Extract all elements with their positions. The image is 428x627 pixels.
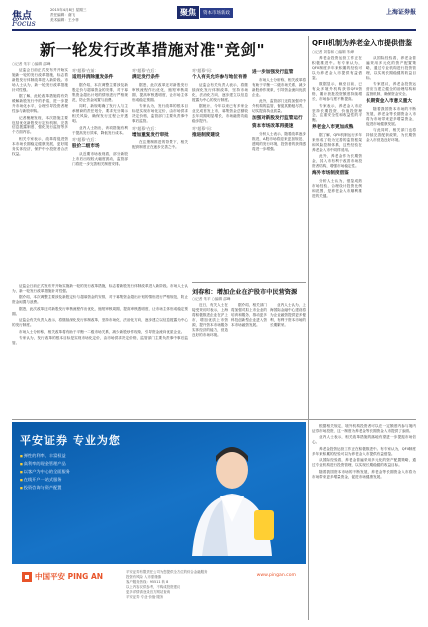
page-header — [12, 4, 416, 28]
ad-fineprint — [126, 570, 246, 600]
paragraph: 据了解，QFII机制运行多年来形成了较为完善的监管框架和风险控制体系，这些经验在养老金入市中同样适用。 — [312, 133, 362, 152]
paragraph: 此外，养老金作为长期资金，其入市有利于改善市场投资者结构，增强市场稳定性。 — [312, 154, 362, 169]
subhead-kicker: 对"超募"在后： — [132, 68, 159, 73]
paragraph: 数据显示，截至目前，已有众多境外机构获得QFII资格，累计获批投资额度持续增长，市场参与度不断提高。 — [312, 82, 362, 102]
paragraph: 从近期市场表现看，部分新股上市后出现较大幅度波动，监管部门将进一步完善相关制度安排。 — [72, 151, 128, 166]
ad-person-illustration — [162, 436, 290, 556]
article-continuation — [12, 284, 188, 416]
paragraph: 分析人士认为，借鉴成熟市场经验，合理设计投资比例和范围，是养老金入市顺利推进的关键。 — [312, 178, 362, 198]
designer-line: 美术编辑：王小菲 — [50, 17, 79, 22]
paragraph: 据悉，此次改革还对新股发行审核流程作出优化，缩短审核周期，提高审核透明度，让市场主体形成稳定预期。 — [132, 82, 188, 102]
paragraph: 养老金投资运营工作正在积极推进中。有专家认为，QFII制度多年来积累的经验可以为养老金入市提供有益借鉴。 — [312, 446, 416, 456]
ad-fineprint-line: 客户服务热线：95511 转 8 — [126, 579, 169, 584]
ad-title: 平安证券 专业为您 — [20, 434, 121, 447]
ad-logo — [22, 571, 103, 582]
ad-banner[interactable] — [12, 422, 306, 618]
right-byline: ○记者 刘春和 ○编辑 朱峰 — [312, 50, 355, 54]
ad-feature: ■ 投资咨询与资产配置 — [20, 484, 70, 492]
header-rule — [12, 29, 416, 31]
ad-feature: ■ 弹性的利率、丰富权益 — [20, 452, 70, 460]
section-banner — [177, 6, 233, 19]
subhead: 个人有关允许参与地位有善 — [192, 75, 248, 81]
ad-divider — [12, 419, 416, 420]
paragraph: 据介绍，本次调整主要涉及新股定价与超募资金的安排，对于募集资金超出计划的情形进行严格规范，防止资金闲置与浪费。 — [12, 295, 188, 305]
paragraph: 专家表示，养老金入市应坚持长期投资、价值投资理念，注重安全性和收益性的平衡。 — [312, 103, 362, 123]
paragraph: 随着我国资本市场的不断发展，养老金等长期资金入市将为市场带来更多增量资金，促进市场健康发展。 — [366, 106, 416, 126]
subhead: 长期资金入市意义重大 — [366, 99, 412, 105]
subhead: 养老金入市更加成熟 — [312, 125, 354, 131]
paragraph: 市场人士分析称，相关改革将有助于平衡一二级市场关系，减少新股炒作现象，引导资金流向优质企业。 — [252, 77, 306, 97]
editor-line: 责任编辑：谢飞 — [50, 12, 76, 17]
subhead-kicker: 对"超募"在前： — [72, 68, 99, 73]
banner-sub: 资本市场新政 — [200, 8, 233, 18]
main-byline: ○记者 朱宇 ○编辑 邵峰 — [12, 62, 51, 66]
subhead: 满足发行条件 — [132, 75, 160, 81]
paragraph: 证监会有关负责人表示，将继续深化发行体制改革，坚持市场化、法治化方向，逐步建立以信息披露为中心的发行制度。 — [192, 82, 248, 102]
paragraph: 证监会日前正式发布并开始实施新一轮的发行改革措施，标志着新股发行体制改革进入新阶段。市场人士认为，新一轮发行改革措施针对性强。 — [12, 68, 68, 92]
paragraph: 证监会有关负责人表示，将继续深化发行体制改革，坚持市场化、法治化方向，逐步建立以信息披露为中心的发行制度。 — [12, 318, 188, 328]
ad-feature: ■ 在线开户一站式服务 — [20, 476, 70, 484]
subhead-kicker: 对"超募"问： — [192, 68, 215, 73]
paragraph: 近日，有关人士在接受采访时表示，上海将积极推进企业在沪上市，增加优质上市资源，提升资本市场服务实体经济的能力，营造良好的市场环境。 — [192, 303, 228, 337]
issue-meta — [50, 8, 120, 23]
subhead-kicker: 对"超募"在后： — [72, 136, 99, 142]
ad-feature-list — [20, 452, 70, 492]
paragraph: 从国际经验看，养老金普遍采用多元化的资产配置策略，通过专业机构进行投资管理，以实现长期稳健的收益目标。 — [312, 458, 416, 468]
paragraph: 业内人士表示，相关改革措施的落地有望进一步提振市场信心。 — [312, 435, 416, 445]
paragraph: 专家建议，养老金投资运营应当建立健全的治理结构和监督机制，确保资金安全。 — [366, 82, 416, 97]
subhead: 进一步加强发行监管 — [252, 70, 294, 75]
section-english: Focus — [12, 19, 36, 28]
paragraph: 业内人士认为，上海国际金融中心建设将为企业融资提供更多便利，有利于资本市场的长期繁荣。 — [270, 303, 306, 327]
paragraph: 从国际经验看，养老金普遍采用多元化的资产配置策略，通过专业机构进行投资管理，以实现长期稳健的收益目标。 — [366, 56, 416, 80]
paragraph: 证监会日前正式发布并开始实施新一轮的发行改革措施，标志着新股发行体制改革进入新阶段。市场人士认为，新一轮发行改革措施针对性强。 — [12, 284, 188, 293]
paragraph: 此外，监管部门还将加强对中介机构的监管，督促其勤勉尽责，切实提高执业质量。 — [252, 99, 306, 113]
secondary-headline: 刘春和：增加企业在沪股市中民营资源 — [192, 289, 298, 296]
paragraph: 据统计，今年以来已有多家企业完成首发上市，募集资金总额较去年同期明显增长，市场融资功能稳步提升。 — [192, 104, 248, 124]
ad-feature: ■ 以客户为中心的全面服务 — [20, 468, 70, 476]
right-col-2 — [366, 56, 416, 418]
issue-date: 2015年4月8日 星期三 — [50, 8, 87, 12]
subhead: 股价二级市场 — [72, 144, 100, 150]
subhead: 加强对新股发行监管运行 — [252, 115, 303, 121]
masthead-logo: 上海证券报 — [385, 9, 416, 16]
ad-footer — [12, 564, 306, 618]
subhead: 海外市场制度借鉴 — [312, 171, 349, 177]
paragraph: 专家认为，发行改革的根本目标是实现市场化定价，由市场供求决定价格，监管部门主要负责事中事后监管。 — [132, 104, 188, 124]
article-col-3 — [132, 68, 188, 280]
paragraph: 与此同时，相关部门也将持续完善配套政策，为长期资金入市营造良好环境。 — [366, 128, 416, 143]
subhead: 资本市场改革再提速 — [252, 124, 294, 130]
paragraph: 市场人士分析称，相关改革将有助于平衡一二级市场关系，减少新股炒作现象，引导资金流向优质企业。 — [19, 329, 185, 334]
ad-feature: ■ 高利率的现金管理产品 — [20, 460, 70, 468]
paragraph: 养老金投资运营工作正在积极推进中。有专家认为，QFII制度多年来积累的经验可以为养老金入市提供有益借鉴。 — [312, 56, 362, 80]
column-divider — [308, 36, 309, 620]
paragraph: 在注册制推进的背景下，相关配套制度正在逐步完善之中。 — [132, 140, 188, 150]
ad-fineprint-line: 以上内容仅供参考，不构成投资建议 — [126, 584, 181, 589]
subhead-kicker: 对"超募"在后： — [132, 125, 159, 131]
ad-fineprint-line: 平安证券有限责任公司为您提供全方位的综合金融服务 — [126, 570, 208, 574]
ad-fineprint-line: 投资有风险 入市需谨慎 — [126, 574, 161, 579]
ad-fineprint-line: 更多详情请登录官方网站查询 — [126, 589, 171, 594]
paragraph: 据了解，此轮改革措施将有效缓解新股发行中的矛盾，进一步提升市场化水平，合理引导投资者理性参与新股申购。 — [12, 94, 68, 114]
paragraph: 相关专家表示，改革将促进资本市场长期稳定健康发展，更好服务实体经济，保护中小投资者合法权益。 — [12, 136, 68, 156]
ad-logo-text: 中国平安 PING AN — [35, 572, 104, 581]
article-col-1 — [12, 68, 68, 280]
article-col-5 — [252, 68, 306, 280]
pingan-logo-icon — [22, 572, 32, 582]
right-col-1 — [312, 56, 362, 418]
right-headline: QFII机制为养老金入市提供借鉴 — [312, 39, 412, 47]
banner-main: 聚焦 — [177, 6, 199, 19]
article-col-4 — [192, 68, 248, 280]
paragraph: 据悉，此次改革还对新股发行审核流程作出优化，缩短审核周期，提高审核透明度，让市场主体形成稳定预期。 — [12, 306, 188, 316]
paragraph: 记者梳理发现，本次措施主要包括优化新股发行定价机制、完善信息披露制度、强化发行监管等多个方面内容。 — [12, 115, 68, 135]
section-brand: 焦点 — [12, 11, 32, 22]
section-divider — [192, 282, 306, 283]
paragraph: 据介绍，本次调整主要涉及新股定价与超募资金的安排，对于募集资金超出计划的情形进行严格规范，防止资金闲置与浪费。 — [72, 82, 128, 102]
main-headline: 新一轮发行改革措施对准"竞剑" — [39, 41, 266, 59]
paragraph: 分析人士表示，随着改革逐步推进，A股市场将迎来更加规范、透明的发行环境，投资者的获得感将进一步增强。 — [252, 131, 306, 151]
right-lower-col — [312, 424, 416, 618]
paragraph: 据介绍，相关部门将加强对拟上市企业的培育和服务，推动更多科技创新型企业进入资本市场融资发展。 — [231, 303, 267, 327]
ad-url-link[interactable]: www.pingan.com — [256, 573, 296, 578]
subhead: 适用并消除重发条件 — [72, 75, 114, 81]
secondary-col-1 — [192, 303, 228, 416]
paragraph: 专家认为，发行改革的根本目标是实现市场化定价，由市场供求决定价格，监管部门主要负责事中事后监管。 — [12, 336, 188, 346]
paragraph: 随着我国资本市场的不断发展，养老金等长期资金入市将为市场带来更多增量资金，促进市场健康发展。 — [312, 469, 416, 479]
secondary-col-2 — [231, 303, 267, 416]
secondary-byline: ○记者 朱平 ○编辑 邵峰 — [192, 297, 231, 301]
paragraph: 同时，新规明确了发行人与主承销商的责任划分，要求充分揭示相关风险，确保发行过程公开透明。 — [72, 104, 128, 124]
subhead: 增加重复发行审批 — [132, 132, 169, 138]
ad-fineprint-line: 平安证券 专业·价值·服务 — [126, 594, 164, 599]
article-col-2 — [72, 68, 128, 280]
paragraph: 业内人士指出，该项措施有利于提高发行效率，降低发行成本。 — [72, 125, 128, 135]
paragraph: 根据相关规定，境外机构投资者可以在一定额度内参与境内证券市场投资，这一制度为养老金等长期资金入市提供了参照。 — [312, 424, 416, 433]
subhead: 推进制度建设 — [192, 132, 220, 138]
secondary-col-3 — [270, 303, 306, 416]
subhead-kicker: 对"超募"问： — [192, 125, 215, 131]
